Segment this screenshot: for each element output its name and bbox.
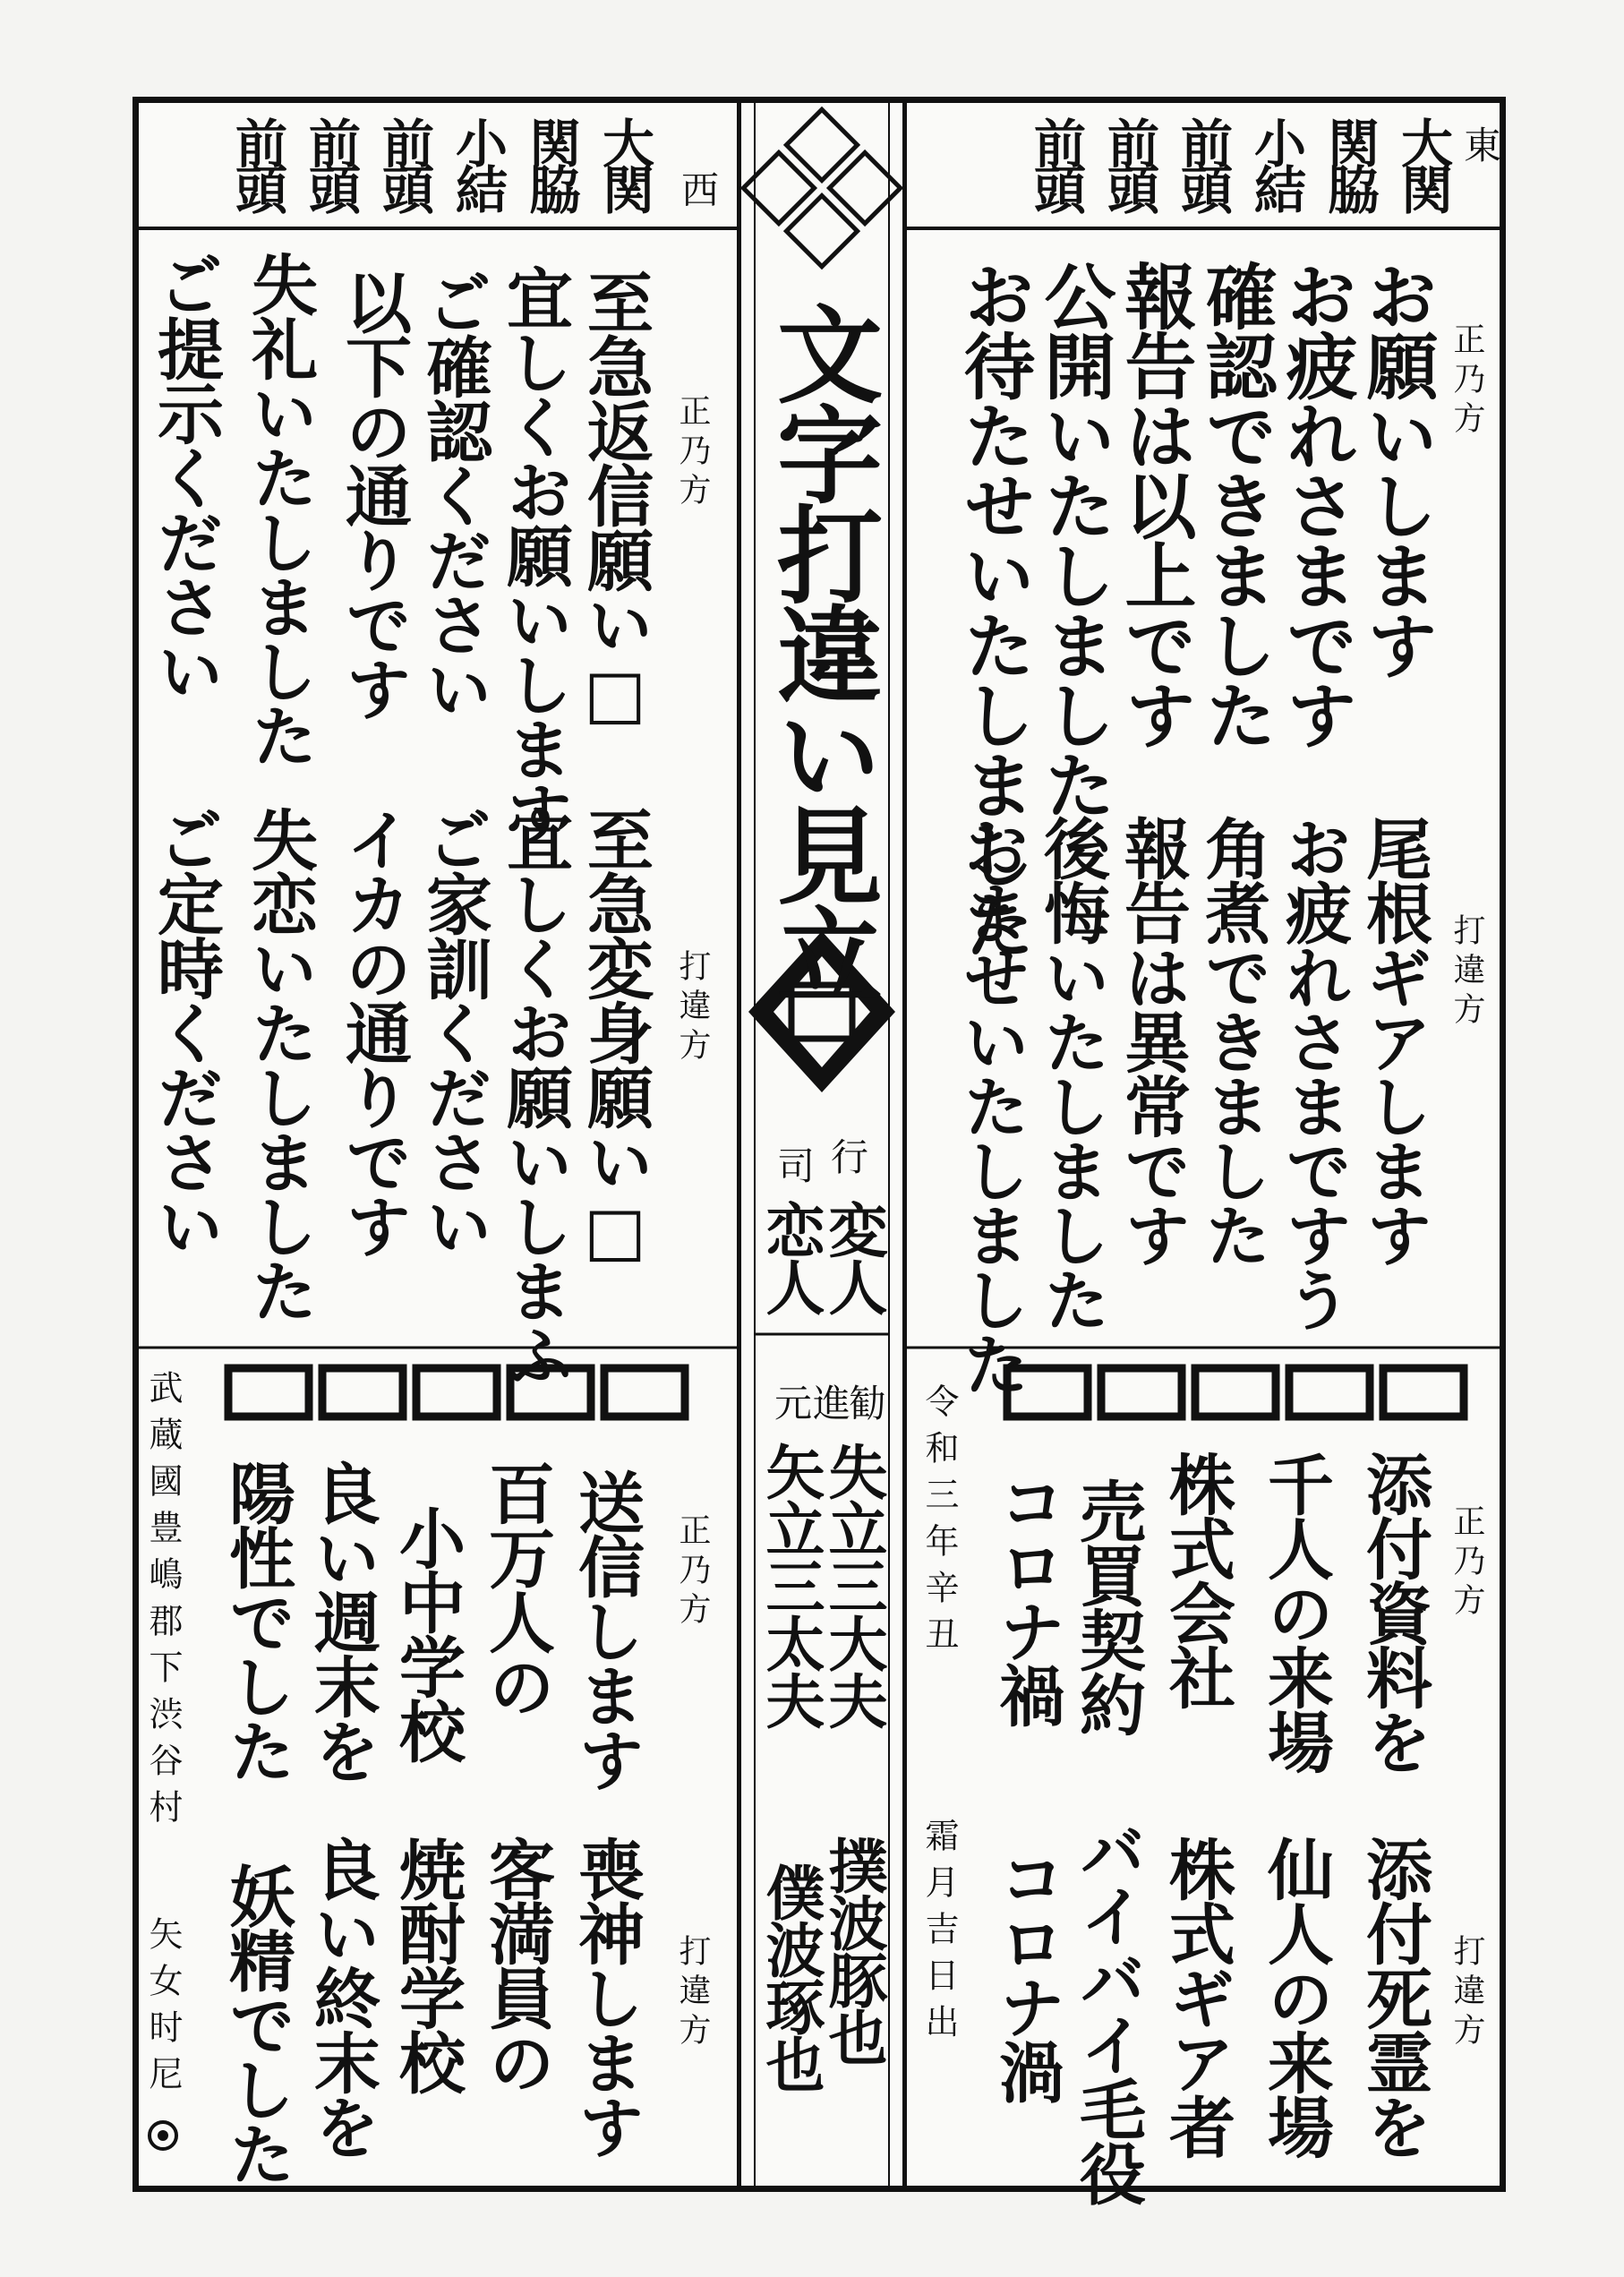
- east-s1-line-2: お疲れさまです: [1274, 260, 1358, 749]
- west-s1-line-6: ご提示ください: [147, 251, 224, 702]
- center-person-2: 矢立三太夫: [756, 1442, 825, 1728]
- west-s2-line-4: イカの通りです: [335, 806, 412, 1257]
- east-s3-line-4: 売買契約: [1069, 1477, 1146, 1735]
- west-s2-line-5: 失恋いたしました: [241, 806, 318, 1322]
- west-rank-1: 大関: [594, 116, 654, 210]
- east-rank-6: 前頭: [1025, 116, 1086, 210]
- west-section4-label: 打違方: [674, 1934, 711, 2052]
- west-section3-label: 正乃方: [674, 1513, 711, 1631]
- east-s2-line-5: 後悔いたしました: [1033, 815, 1110, 1331]
- west-header-glyphs: [228, 1368, 685, 1417]
- west-s2-line-1: 至急変身願い□: [577, 806, 654, 1268]
- seal-icon: [148, 2120, 178, 2151]
- center-role-right: 行: [825, 1137, 869, 1175]
- east-s2-line-2: お疲れさまですう: [1275, 815, 1352, 1331]
- west-s2-line-2: 宜しくお願いしまふ: [496, 806, 573, 1386]
- east-s2-line-1: 尾根ギアします: [1355, 815, 1432, 1266]
- west-direction: 西: [676, 170, 720, 208]
- west-s1-line-5: 失礼いたしました: [241, 251, 318, 766]
- east-rank-5: 前頭: [1098, 116, 1159, 210]
- west-s1-line-2: 宜しくお願いします: [496, 264, 573, 844]
- east-header-glyphs: [1007, 1368, 1464, 1417]
- west-rank-2: 関脇: [520, 116, 581, 210]
- west-s4-line-4: 良い終末を: [303, 1836, 380, 2158]
- east-s1-line-1: お願いします: [1355, 260, 1439, 679]
- west-rank-6: 前頭: [227, 116, 287, 210]
- center-sub-left: 元: [769, 1383, 813, 1421]
- west-s3-line-4: 良い週末を: [303, 1460, 380, 1782]
- west-rank-3: 小結: [447, 116, 508, 210]
- east-direction: 東: [1458, 125, 1502, 163]
- west-rank-4: 前頭: [373, 116, 434, 210]
- east-s3-line-1: 添付資料を: [1355, 1451, 1432, 1773]
- center-title: 文字打違い見立: [759, 300, 884, 1002]
- west-s2-line-6: ご定時ください: [147, 806, 224, 1257]
- east-date-2: 霜月吉日出: [919, 1818, 959, 2050]
- east-s1-line-4: 報告は以上です: [1113, 260, 1197, 749]
- east-rank-1: 大関: [1392, 116, 1453, 210]
- west-s4-line-3: 焼酎学校: [389, 1836, 466, 2093]
- east-s3-line-2: 千人の来場: [1257, 1451, 1334, 1773]
- east-rank-4: 前頭: [1172, 116, 1233, 210]
- west-s4-line-1: 喪神します: [568, 1836, 645, 2158]
- west-s3-line-2: 百万人の: [478, 1460, 555, 1717]
- center-sub-mid: 進: [808, 1383, 851, 1421]
- west-s4-line-2: 客満員の: [478, 1836, 555, 2093]
- east-section3-label: 正乃方: [1449, 1504, 1485, 1622]
- east-s4-line-1: 添付死霊を: [1355, 1836, 1432, 2158]
- east-s2-line-4: 報告は異常です: [1114, 815, 1191, 1266]
- east-rank-3: 小結: [1245, 116, 1306, 210]
- east-s4-line-5: コロナ渦: [988, 1845, 1065, 2102]
- west-s1-line-1: 至急返信願い□: [577, 269, 654, 731]
- center-sub-right: 勧: [843, 1383, 887, 1421]
- west-s3-line-1: 送信します: [568, 1468, 645, 1791]
- east-s1-line-3: 確認できました: [1193, 260, 1278, 749]
- east-section2-label: 打違方: [1449, 913, 1485, 1031]
- east-s1-line-5: 公開いたしました: [1032, 260, 1116, 818]
- east-s4-line-2: 仙人の来場: [1257, 1836, 1334, 2158]
- west-s1-line-4: 以下の通りです: [335, 269, 412, 720]
- east-s4-line-3: 株式ギア者: [1158, 1836, 1235, 2158]
- center-person-3: 撲波豚也: [818, 1836, 888, 2065]
- center-person-4: 僕波琢也: [756, 1862, 825, 2092]
- east-s3-line-3: 株式会社: [1158, 1451, 1235, 1708]
- crest-icon: [743, 109, 900, 266]
- east-s1-line-6: お待たせいたしました: [952, 260, 1036, 958]
- center-role-left: 司: [772, 1146, 816, 1184]
- center-name-right: 変人: [818, 1200, 888, 1314]
- center-person-1: 失立三大夫: [818, 1442, 888, 1728]
- west-section2-label: 打違方: [674, 949, 711, 1067]
- west-rank-5: 前頭: [300, 116, 361, 210]
- west-section1-label: 正乃方: [674, 394, 711, 512]
- east-section4-label: 打違方: [1449, 1934, 1485, 2052]
- west-s3-line-3: 小中学校: [389, 1504, 466, 1762]
- east-s2-line-6: おませいたしました: [953, 815, 1030, 1395]
- west-address: 武蔵國豊嶋郡下渋谷村: [143, 1370, 183, 1836]
- west-s3-line-5: 陽性でした: [218, 1460, 295, 1782]
- east-date-1: 令和三年辛丑: [919, 1383, 959, 1663]
- west-s1-line-3: ご確認ください: [415, 269, 492, 720]
- west-s2-line-3: ご家訓ください: [415, 806, 492, 1257]
- west-s4-line-5: 妖精でした: [218, 1862, 295, 2185]
- center-name-left: 恋人: [756, 1200, 825, 1314]
- east-rank-2: 関脇: [1319, 116, 1380, 210]
- east-s3-line-5: コロナ禍: [988, 1468, 1065, 1726]
- east-section1-label: 正乃方: [1449, 322, 1485, 441]
- west-author: 矢女时尼: [143, 1916, 183, 2102]
- east-s4-line-4: バイバイ毛役: [1069, 1818, 1146, 2204]
- east-s2-line-3: 角煮できました: [1194, 815, 1271, 1266]
